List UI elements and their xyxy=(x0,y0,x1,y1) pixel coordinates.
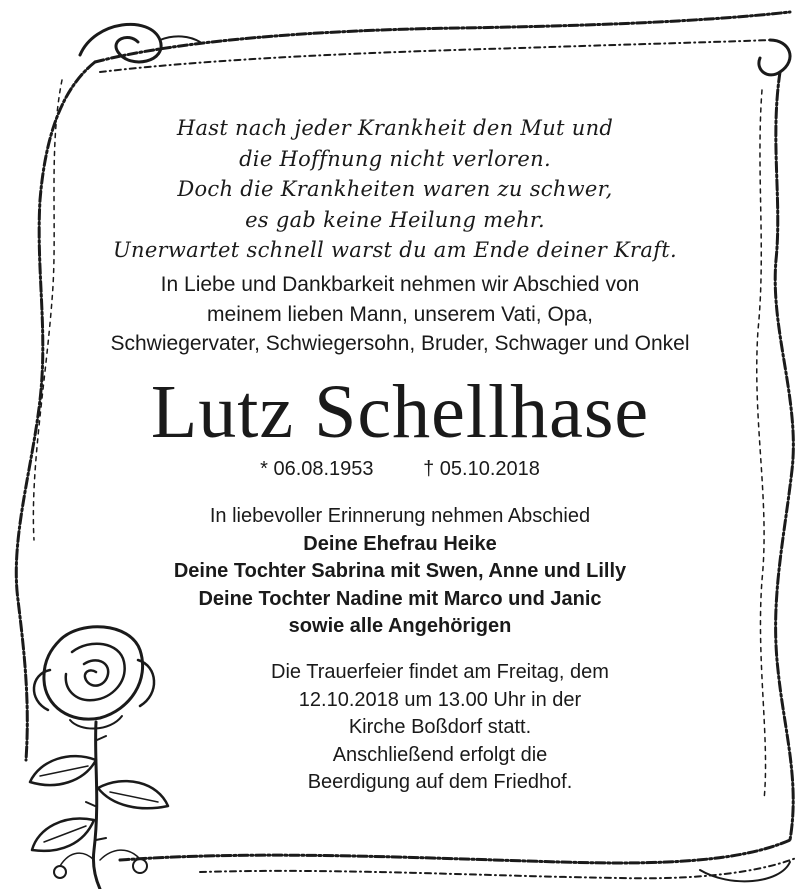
service-line: Die Trauerfeier findet am Freitag, dem xyxy=(271,661,609,683)
mourner-name: Deine Ehefrau Heike xyxy=(303,532,497,555)
mourner-name: Deine Tochter Sabrina mit Swen, Anne und Lilly xyxy=(173,560,627,582)
birth-date: * 06.08.1953 xyxy=(260,458,374,480)
intro-line: Schwiegervater, Schwiegersohn, Bruder, Schwager und Onkel xyxy=(110,332,690,355)
funeral-service-info xyxy=(200,659,680,797)
service-line: 12.10.2018 um 13.00 Uhr in der xyxy=(298,688,582,711)
service-line: Anschließend erfolgt die xyxy=(332,743,548,766)
farewell-intro xyxy=(40,270,760,359)
intro-line: meinem lieben Mann, unserem Vati, Opa, xyxy=(207,302,593,326)
poem-line: es gab keine Heilung mehr. xyxy=(245,207,545,232)
service-line: Beerdigung auf dem Friedhof. xyxy=(307,771,573,793)
intro-line: In Liebe und Dankbarkeit nehmen wir Abschied von xyxy=(160,273,640,296)
mourners-intro: In liebevoller Erinnerung nehmen Abschied xyxy=(209,505,591,527)
mourner-name: Deine Tochter Nadine mit Marco und Janic xyxy=(198,587,602,610)
mourner-name: sowie alle Angehörigen xyxy=(288,615,512,637)
poem-line: Doch die Krankheiten waren zu schwer, xyxy=(177,177,613,201)
death-date: † 05.10.2018 xyxy=(423,458,540,480)
poem-line: die Hoffnung nicht verloren. xyxy=(239,146,551,171)
memorial-poem xyxy=(60,113,730,266)
service-line: Kirche Boßdorf statt. xyxy=(348,716,532,738)
poem-line: Hast nach jeder Krankheit den Mut und xyxy=(176,116,614,140)
deceased-name: Lutz Schellhase xyxy=(150,370,650,454)
life-dates xyxy=(0,456,800,482)
poem-line: Unerwartet schnell warst du am Ende deiner Kraft. xyxy=(113,238,677,262)
rose-icon xyxy=(0,610,200,889)
